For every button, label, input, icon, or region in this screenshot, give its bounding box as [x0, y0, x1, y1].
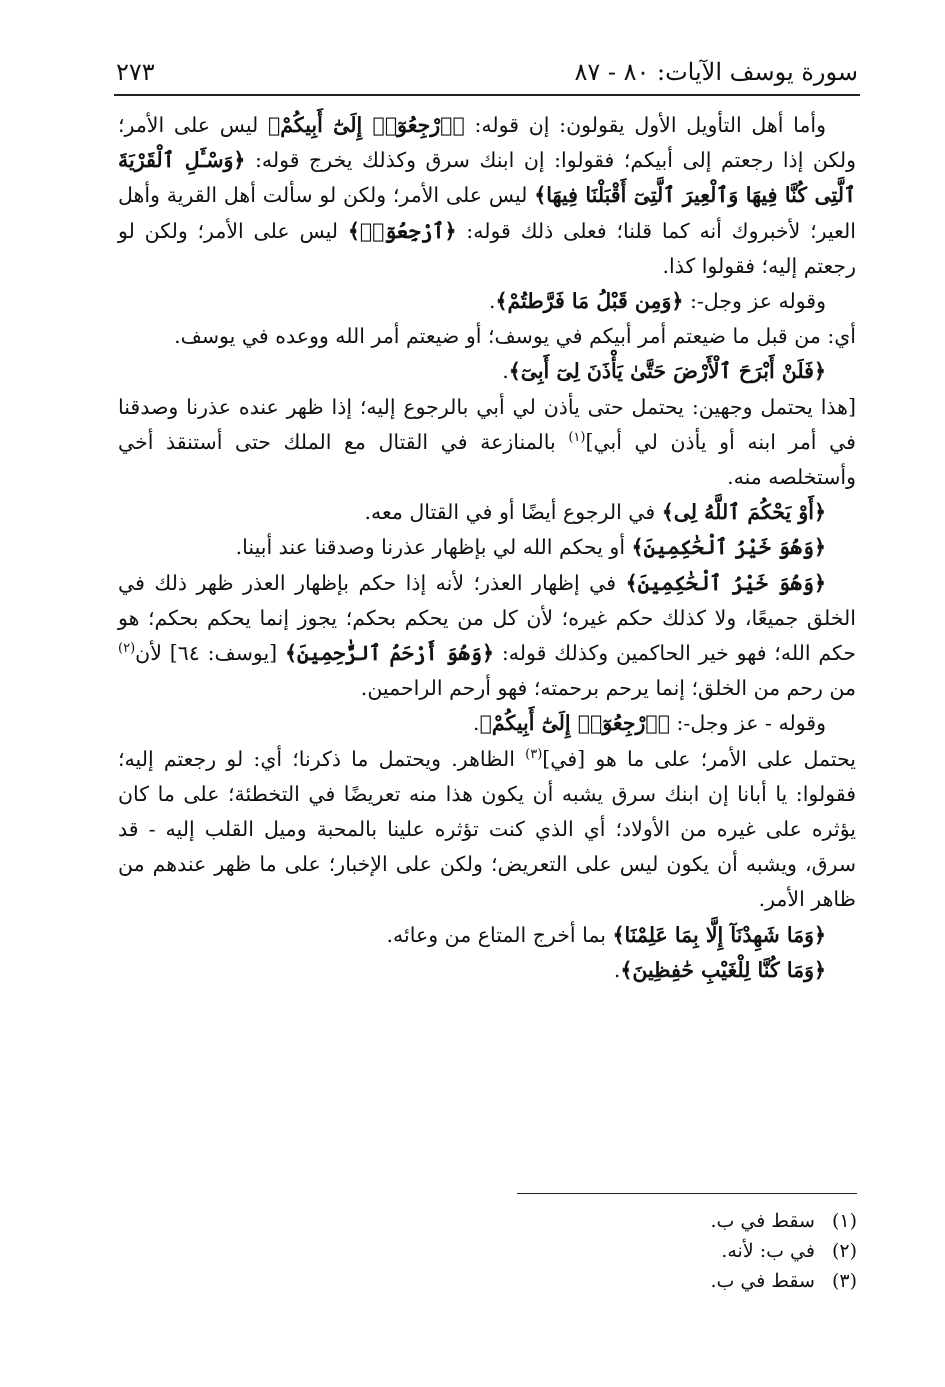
footnote-ref: (١)	[568, 430, 586, 445]
paragraph-5	[118, 390, 856, 496]
footnote-number: (١)	[831, 1210, 857, 1232]
footnotes	[437, 1206, 857, 1296]
text-span: بالمنازعة في القتال مع الملك حتى أستنقذ أخي وأستخلصه منه.	[118, 429, 856, 490]
paragraph-2	[118, 284, 856, 319]
footnote-item	[437, 1206, 857, 1236]
text-span: من رحم من الخلق؛ إنما يرحم برحمته؛ فهو أرحم الراحمين.	[360, 676, 856, 701]
text-span: .	[488, 289, 496, 314]
text-span: [هذا يحتمل وجهين: يحتمل حتى يأذن لي أبي بالرجوع إليه؛ إذا ظهر عنده عذرنا وصدقنا في أمر ابنه أو يأذن لي أبي]	[118, 394, 856, 454]
quran-quote: ﴿وَمِن قَبْلُ مَا فَرَّطتُمْ﴾	[495, 289, 684, 314]
header-divider	[114, 94, 860, 96]
text-span: ليس على الأمر؛ ولكن لو رجعتم إليه؛ فقولوا كذا.	[118, 218, 856, 278]
text-span: أو يحكم الله لي بإظهار عذرنا وصدقنا عند أبينا.	[235, 535, 632, 560]
quran-quote: ﴿أَوْ يَحْكُمَ ٱللَّهُ لِى﴾	[661, 500, 826, 525]
footnote-divider	[517, 1193, 857, 1194]
quran-quote: ﴿فَلَنْ أَبْرَحَ ٱلْأَرْضَ حَتَّىٰ يَأْذَنَ لِىٓ أَبِىٓ﴾	[508, 359, 826, 384]
quran-quote: ﴿وَهُوَ خَيْرُ ٱلْحَٰكِمِينَ﴾	[631, 535, 826, 560]
footnote-item	[437, 1236, 857, 1266]
paragraph-4	[118, 354, 856, 389]
text-span: .	[473, 711, 480, 736]
quran-quote: ﴿وَمَا شَهِدْنَآ إِلَّا بِمَا عَلِمْنَا﴾	[612, 922, 826, 947]
paragraph-6	[118, 495, 856, 530]
quran-quote: ﴿وَهُوَ أَرْحَمُ ٱلرَّٰحِمِينَ﴾	[285, 641, 495, 666]
quran-quote: ﴿وَمَا كُنَّا لِلْغَيْبِ حَٰفِظِينَ﴾	[620, 957, 826, 982]
text-span: يحتمل على الأمر؛ على ما هو [في]	[542, 746, 857, 771]
paragraph-1	[118, 108, 856, 284]
text-span: في الرجوع أيضًا أو في القتال معه.	[364, 500, 662, 525]
text-span: وأما أهل التأويل الأول يقولون: إن قوله:	[464, 113, 826, 137]
paragraph-9	[118, 706, 856, 741]
main-text	[118, 108, 856, 988]
quran-quote: ﴿ٱرْجِعُوٓا۟﴾	[347, 218, 457, 243]
paragraph-8	[118, 566, 856, 707]
text-span: الظاهر. ويحتمل ما ذكرنا؛ أي: لو رجعتم إليه؛ فقولوا: يا أبانا إن ابنك سرق يشبه أن يكون هذا منه تعريضًا في التخطئة؛ على ما كان يؤثره على غيره من الأولاد؛ أي الذي كنت تؤثره علينا بالمحبة وميل القلب إليه - قد سرق، ويشبه أن يكون ليس على التعريض؛ ولكن على الإخبار؛ على ما ظهر عندهم من ظاهر الأمر.	[118, 746, 856, 912]
text-span: .	[613, 957, 621, 982]
quran-quote: ﴿وَهُوَ خَيْرُ ٱلْحَٰكِمِينَ﴾	[625, 570, 826, 595]
quran-quote: ﴿ٱرْجِعُوٓا۟ إِلَىٰٓ أَبِيكُمْ﴾	[267, 113, 465, 137]
paragraph-11	[118, 918, 856, 953]
page-number: ٢٧٣	[116, 58, 155, 86]
footnote-number: (٣)	[831, 1270, 857, 1292]
text-span: ليس على الأمر؛ ولكن إذا رجعتم إلى أبيكم؛ فقولوا: إن ابنك سرق وكذلك يخرج قوله:	[118, 113, 856, 173]
text-span: ليس على الأمر؛ ولكن لو سألت أهل القرية وأهل العير؛ لأخبروك أنه كما قلنا؛ فعلى ذلك قوله:	[118, 183, 856, 243]
footnote-text: سقط في ب.	[710, 1210, 815, 1232]
text-span: بما أخرج المتاع من وعائه.	[386, 922, 613, 947]
footnote-text: سقط في ب.	[710, 1270, 815, 1292]
running-title: سورة يوسف الآيات: ٨٠ - ٨٧	[574, 58, 858, 86]
text-span: .	[502, 359, 509, 384]
footnote-text: في ب: لأنه.	[721, 1240, 815, 1262]
text-span: [يوسف: ٦٤] لأن	[135, 641, 285, 666]
footnote-ref: (٢)	[118, 641, 136, 657]
text-span: وقوله - عز وجل-:	[670, 711, 826, 736]
text-span: وقوله عز وجل-:	[683, 289, 826, 314]
quran-quote: ﴿ٱرْجِعُوٓا۟ إِلَىٰٓ أَبِيكُمْ﴾	[479, 711, 670, 736]
footnote-item	[437, 1266, 857, 1296]
text-span: في إظهار العذر؛ لأنه إذا حكم بإظهار العذر ظهر ذلك في الخلق جميعًا، ولا كذلك حكم غيره؛ لأن كل من يحكم بحكم؛ يجوز إنما يحكم بحكم؛ هو حكم الله؛ فهو خير الحاكمين وكذلك قوله:	[118, 570, 857, 666]
paragraph-7	[118, 530, 856, 565]
paragraph-12	[118, 953, 856, 988]
quran-quote: ﴿وَسْـَٔلِ ٱلْقَرْيَةَ ٱلَّتِى كُنَّا فِيهَا وَٱلْعِيرَ ٱلَّتِىٓ أَقْبَلْنَا فِيهَا﴾	[118, 148, 856, 208]
footnote-number: (٢)	[831, 1240, 857, 1262]
paragraph-10	[118, 742, 856, 918]
footnote-ref: (٣)	[525, 746, 543, 762]
paragraph-3: أي: من قبل ما ضيعتم أمر أبيكم في يوسف؛ أو ضيعتم أمر الله ووعده في يوسف.	[174, 324, 856, 349]
running-header	[116, 52, 858, 92]
